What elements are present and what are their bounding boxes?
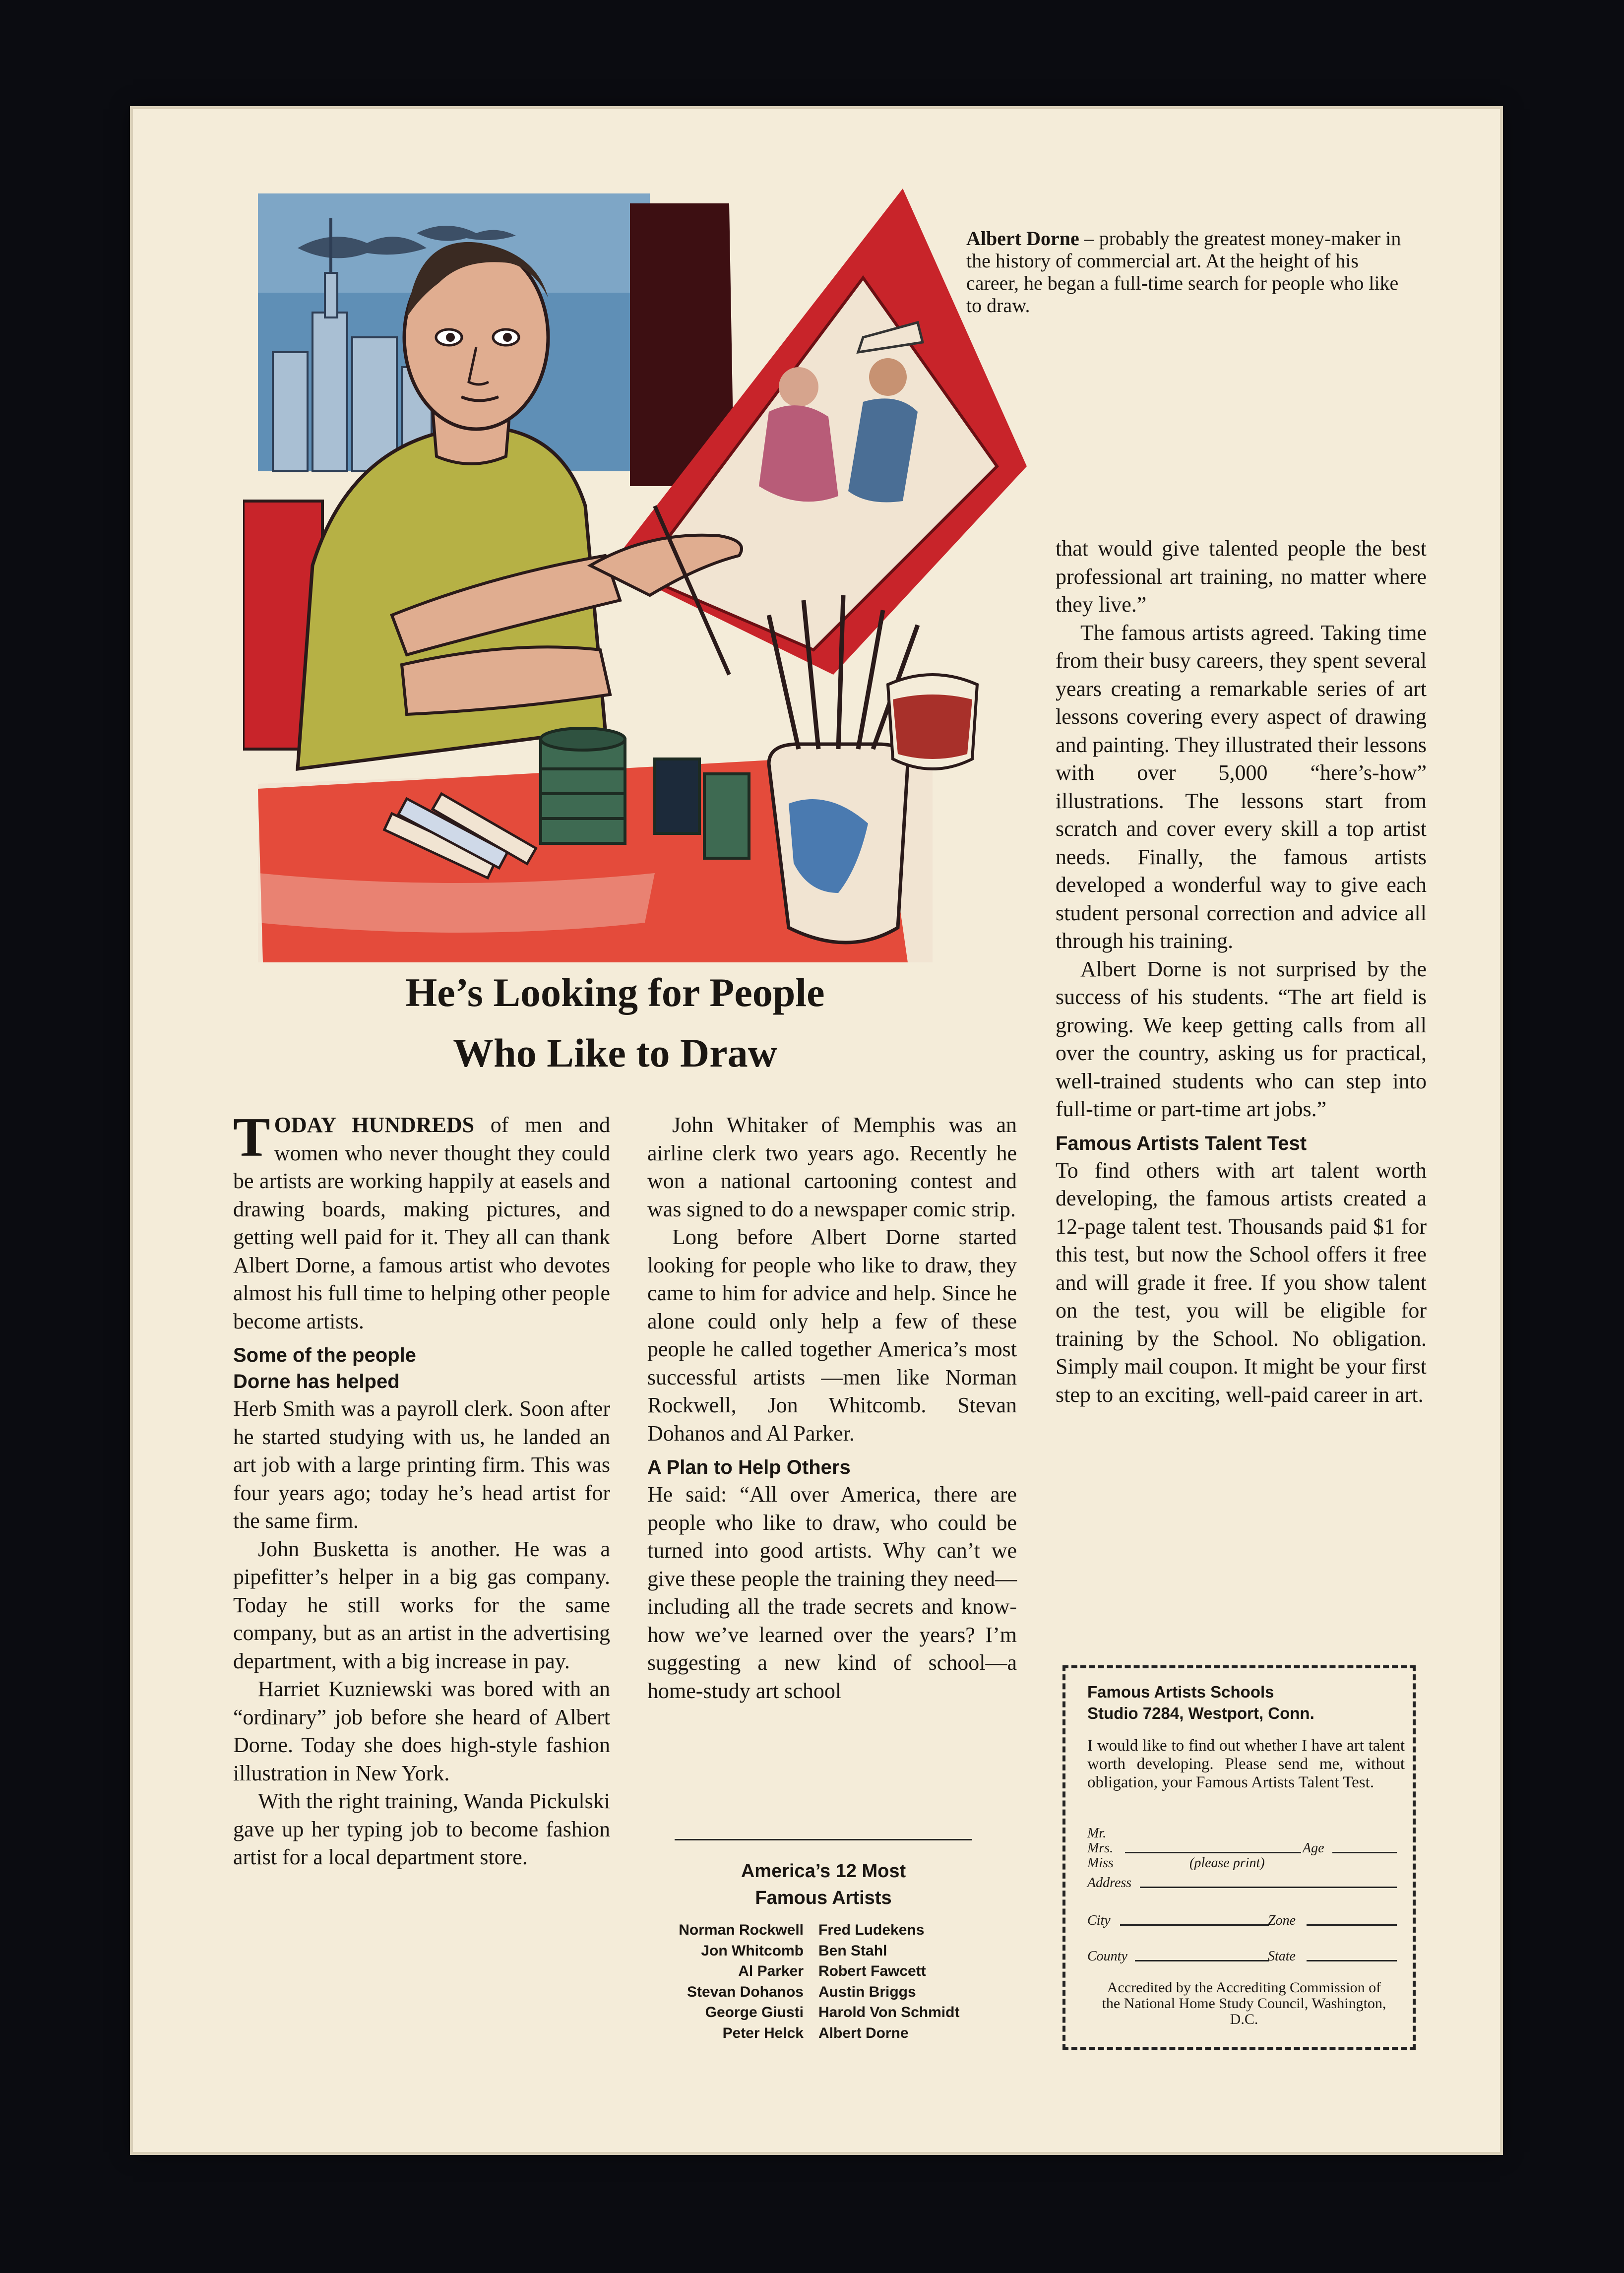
paragraph: John Whitaker of Memphis was an airline clerk two years ago. Recently he won a national cartooning contest and was signed to do a newspaper comic strip.	[647, 1113, 1017, 1221]
state-field[interactable]	[1307, 1960, 1397, 1961]
paragraph: To find others with art talent worth developing, the famous artists created a 12-page talent test. Thousands paid $1 for this test, but now the School offers it free and will grade it free. If you show talent on the test, you will be eligible for training by the School. No obligation. Simply mail coupon. It might be your first step to an exciting, well-paid career in art.	[1056, 1158, 1427, 1407]
address-field[interactable]	[1140, 1887, 1397, 1888]
illustration-caption	[966, 227, 1413, 316]
city-field[interactable]	[1120, 1924, 1269, 1926]
artist-illustration	[243, 189, 1037, 962]
label-city: City	[1087, 1913, 1111, 1928]
label-mr: Mr.	[1087, 1826, 1107, 1841]
zone-field[interactable]	[1307, 1924, 1397, 1926]
artists-title-line-1: America’s 12 Most	[741, 1861, 906, 1882]
coupon-address: Studio 7284, Westport, Conn.	[1087, 1704, 1314, 1722]
paragraph: Herb Smith was a payroll clerk. Soon after he started studying with us, he landed an art job with a large printing firm. This was four years ago; today he’s head artist for the same firm.	[233, 1396, 610, 1533]
headline-line-2: Who Like to Draw	[453, 1030, 777, 1075]
lead-in: ODAY HUNDREDS	[274, 1113, 475, 1137]
artists-list-left	[635, 1920, 804, 2043]
label-state: State	[1268, 1949, 1296, 1964]
subhead-plan: A Plan to Help Others	[647, 1456, 851, 1478]
headline	[243, 962, 987, 1083]
caption-text: – probably the greatest money-maker in the history of commercial art. At the height of his career, he began a full-time search for people who like to draw.	[966, 227, 1401, 316]
age-field[interactable]	[1332, 1852, 1397, 1853]
paragraph: With the right training, Wanda Pickulski gave up her typing job to become fashion artist for a local department store.	[233, 1789, 610, 1869]
column-2	[647, 1111, 1017, 1705]
label-miss: Miss	[1087, 1855, 1114, 1871]
label-age: Age	[1303, 1840, 1324, 1856]
coupon-request-text: I would like to find out whether I have art talent worth developing. Please send me, without obligation, your Famous Artists Talent Test.	[1087, 1737, 1405, 1791]
artists-list-right	[818, 1920, 1017, 2043]
subhead-talent-test: Famous Artists Talent Test	[1056, 1132, 1307, 1154]
coupon-school-name: Famous Artists Schools	[1087, 1683, 1274, 1701]
caption-name: Albert Dorne	[966, 227, 1079, 250]
intro-text: of men and women who never thought they could be artists are working happily at easels and drawing boards, making pictures, and getting well paid for it. They all can thank Albert Dorne, a famous artist who devotes almost his full time to helping other people become artists.	[233, 1113, 610, 1333]
subhead-people-helped	[233, 1342, 610, 1395]
county-field[interactable]	[1135, 1960, 1269, 1961]
artist-name: Harold Von Schmidt	[818, 2004, 960, 2020]
paragraph: Albert Dorne is not surprised by the success of his students. “The art field is growing. We keep getting calls from all over the country, asking us for practical, well-trained students who can step into full-time or part-time art jobs.”	[1056, 956, 1427, 1121]
artist-name: Stevan Dohanos	[687, 1983, 804, 2000]
column-3	[1056, 535, 1427, 1409]
artist-name: Peter Helck	[722, 2024, 804, 2041]
paragraph: Long before Albert Dorne started looking for people who like to draw, they came to him for advice and help. Since he alone could only help a few of these people he called together America’s most successful artists —men like Norman Rockwell, Jon Whitcomb. Stevan Dohanos and Al Parker.	[647, 1225, 1017, 1446]
label-county: County	[1087, 1949, 1127, 1964]
artist-name: Robert Fawcett	[818, 1963, 926, 1979]
drop-cap: T	[233, 1107, 270, 1168]
intro-paragraph	[233, 1107, 610, 1335]
paragraph: Harriet Kuzniewski was bored with an “ordinary” job before she heard of Albert Dorne. Today she does high-style fashion illustration in New York.	[233, 1677, 610, 1785]
artist-name: Austin Briggs	[818, 1983, 916, 2000]
label-zone: Zone	[1268, 1913, 1296, 1928]
mail-in-coupon[interactable]	[1062, 1665, 1416, 2050]
artist-name: George Giusti	[705, 2004, 804, 2020]
paragraph: John Busketta is another. He was a pipefitter’s helper in a big gas company. Today he still works for the same company, but as an artist in the advertising department, with a big increase in pay.	[233, 1536, 610, 1673]
artist-name: Ben Stahl	[818, 1942, 887, 1959]
artist-name: Jon Whitcomb	[701, 1942, 804, 1959]
artist-name: Norman Rockwell	[679, 1922, 804, 1938]
label-please-print: (please print)	[1189, 1855, 1265, 1871]
label-mrs: Mrs.	[1087, 1840, 1114, 1856]
subhead-line-1: Some of the people	[233, 1344, 416, 1366]
artist-name: Al Parker	[738, 1963, 804, 1979]
accreditation-note: Accredited by the Accrediting Commission of the National Home Study Council, Washington, D.C.	[1102, 1979, 1386, 2027]
artist-name: Albert Dorne	[818, 2024, 909, 2041]
name-field[interactable]	[1125, 1852, 1301, 1853]
artist-name: Fred Ludekens	[818, 1922, 925, 1938]
column-1	[233, 1107, 610, 1872]
coupon-header	[1087, 1681, 1405, 1724]
paragraph: He said: “All over America, there are people who like to draw, who could be turned into good artists. Why can’t we give these people the training they need—including all the trade secrets and know-how we’ve learned over the years? I’m suggesting a new kind of school—a home-study art school	[647, 1482, 1017, 1703]
divider-rule	[675, 1839, 972, 1840]
artists-title-line-2: Famous Artists	[755, 1888, 892, 1908]
paragraph: that would give talented people the best professional art training, no matter where they live.”	[1056, 536, 1427, 617]
label-address: Address	[1087, 1875, 1132, 1891]
paragraph: The famous artists agreed. Taking time from their busy careers, they spent several years creating a remarkable series of art lessons covering every aspect of drawing and painting. They illustrated their lessons with over 5,000 “here’s-how” illustrations. The lessons start from scratch and cover every skill a top artist needs. Finally, the famous artists developed a wonderful way to give each student personal correction and advice all through his training.	[1056, 620, 1427, 953]
headline-line-1: He’s Looking for People	[405, 970, 825, 1015]
subhead-line-2: Dorne has helped	[233, 1371, 400, 1392]
artists-list-title	[645, 1858, 1002, 1911]
